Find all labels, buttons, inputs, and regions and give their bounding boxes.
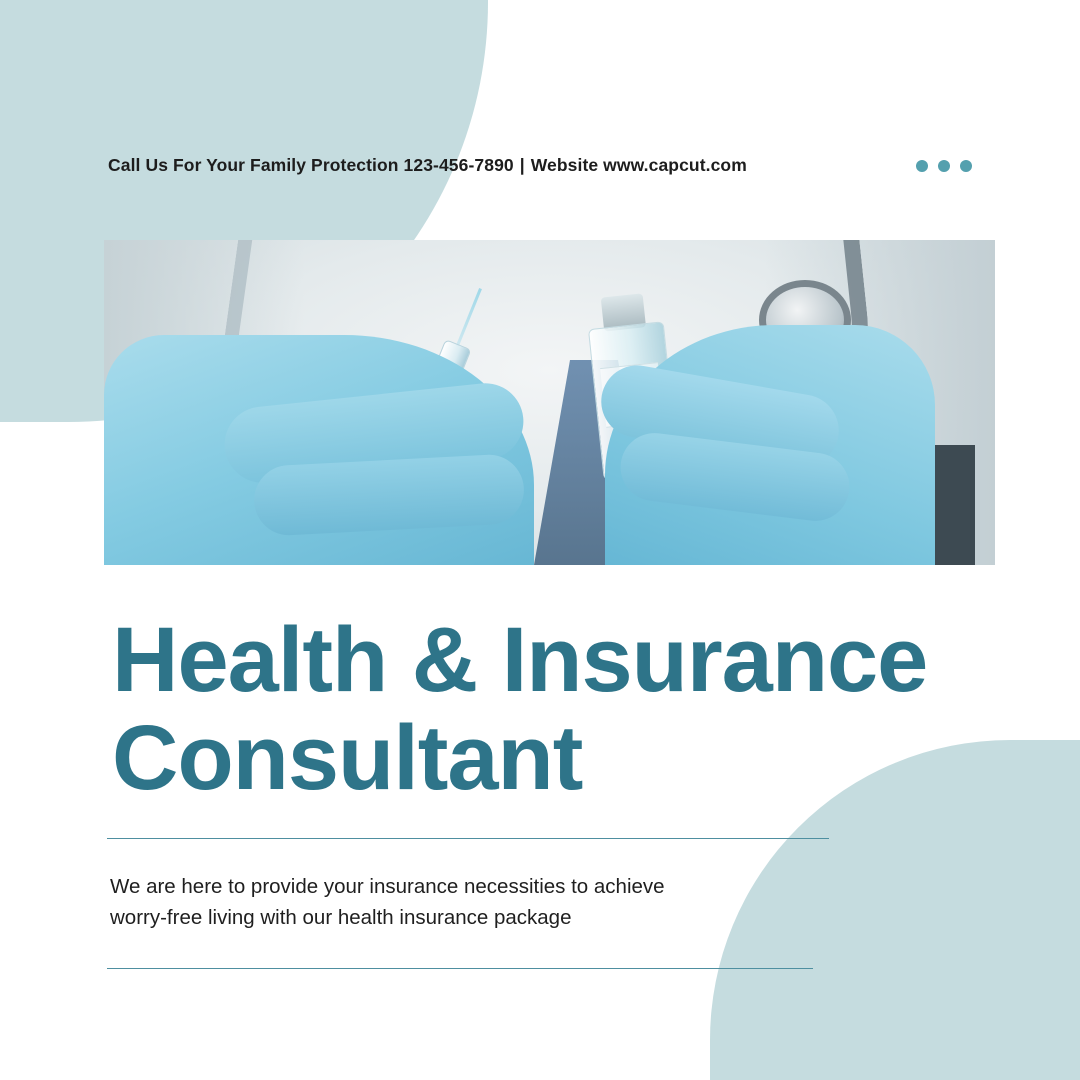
contact-separator: | [519,155,525,175]
contact-phone-text: Call Us For Your Family Protection 123-456-7890 [108,155,514,175]
syringe-needle [456,288,482,347]
website-text: Website www.capcut.com [530,155,747,175]
dots-decoration [916,160,972,172]
divider-top [107,838,829,839]
page-title [112,609,972,809]
subtitle-text [110,872,790,934]
glove-finger [252,453,525,537]
hero-image [104,240,995,565]
hero-illustration [104,240,995,565]
contact-line [108,155,747,176]
dot-icon [960,160,972,172]
dot-icon [938,160,950,172]
subtitle-line-1: We are here to provide your insurance necessities to achieve [110,875,665,898]
dot-icon [916,160,928,172]
headline-line-1: Health & Insurance [112,609,928,711]
subtitle-line-2: worry-free living with our health insurance package [110,905,572,929]
divider-bottom [107,968,813,969]
headline-line-2: Consultant [112,706,583,809]
header-bar [108,155,972,176]
